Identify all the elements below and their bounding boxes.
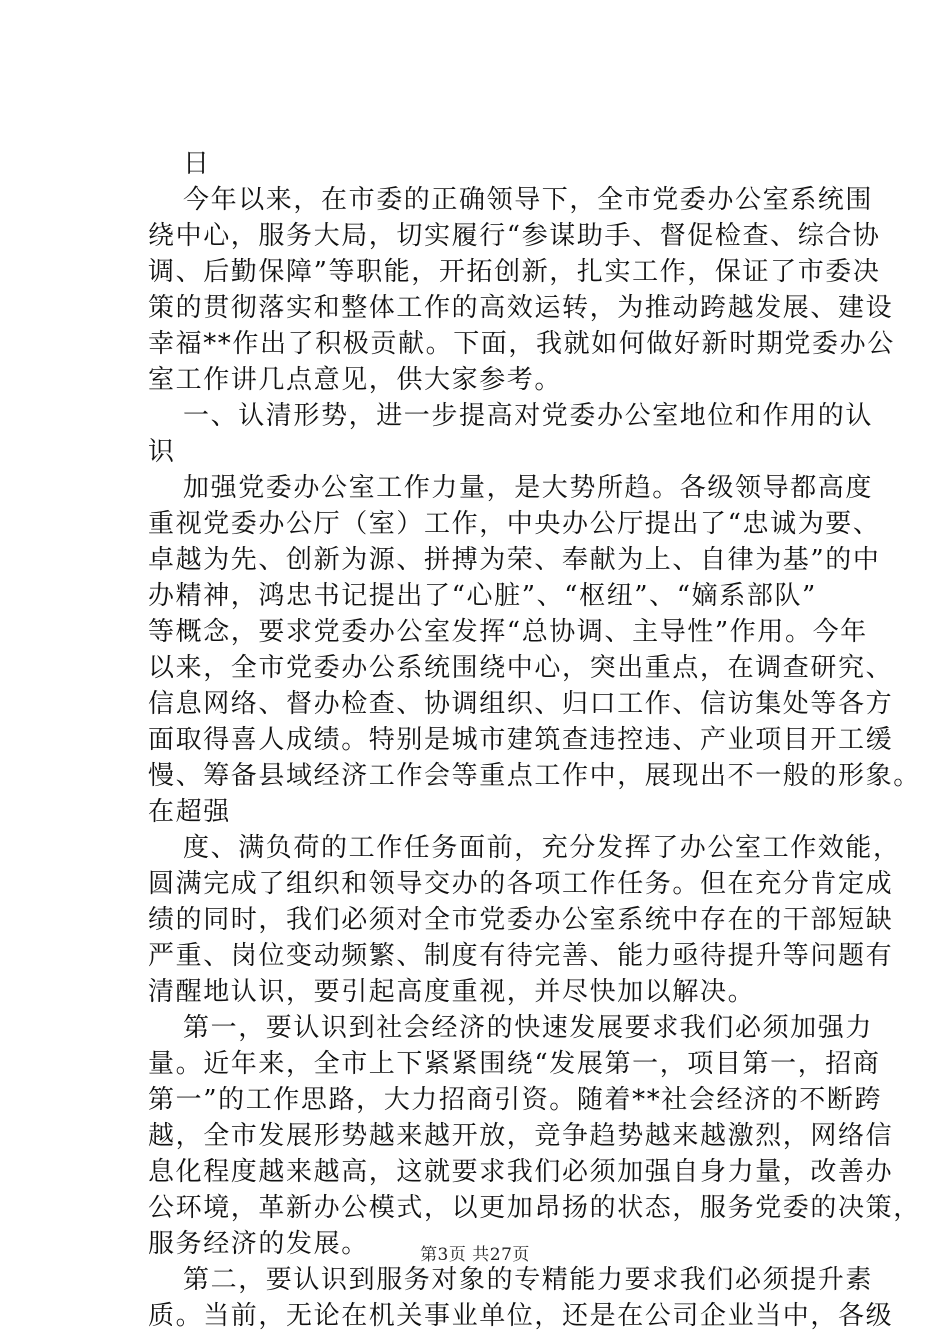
text-line: 加强党委办公室工作力量，是大势所趋。各级领导都高度: [183, 473, 874, 503]
text-line: 一、认清形势，进一步提高对党委办公室地位和作用的认: [183, 401, 874, 431]
text-line: 绩的同时，我们必须对全市党委办公室系统中存在的干部短缺: [148, 905, 894, 935]
text-line: 识: [148, 437, 176, 467]
text-line: 度、满负荷的工作任务面前，充分发挥了办公室工作效能，: [183, 833, 901, 863]
text-line: 调、后勤保障”等职能，开拓创新，扎实工作，保证了市委决: [148, 257, 881, 287]
text-line: 信息网络、督办检查、协调组织、归口工作、信访集处等各方: [148, 689, 894, 719]
text-line: 严重、岗位变动频繁、制度有待完善、能力亟待提升等问题有: [148, 941, 894, 971]
text-line: 量。近年来，全市上下紧紧围绕“发展第一，项目第一，招商: [148, 1049, 881, 1079]
text-line: 第一，要认识到社会经济的快速发展要求我们必须加强力: [183, 1013, 874, 1043]
text-line: 绕中心，服务大局，切实履行“参谋助手、督促检查、综合协: [148, 221, 881, 251]
text-line: 等概念，要求党委办公室发挥“总协调、主导性”作用。今年: [148, 617, 868, 647]
text-line: 圆满完成了组织和领导交办的各项工作任务。但在充分肯定成: [148, 869, 894, 899]
text-line: 越，全市发展形势越来越开放，竞争趋势越来越激烈，网络信: [148, 1121, 894, 1151]
page-footer: 第3页 共27页: [420, 1245, 530, 1265]
text-line: 第二，要认识到服务对象的专精能力要求我们必须提升素: [183, 1265, 874, 1295]
text-line: 策的贯彻落实和整体工作的高效运转，为推动跨越发展、建设: [148, 293, 894, 323]
text-line: 卓越为先、创新为源、拼搏为荣、奉献为上、自律为基”的中: [148, 545, 881, 575]
text-line: 今年以来，在市委的正确领导下，全市党委办公室系统围: [183, 185, 874, 215]
text-line: 重视党委办公厅（室）工作，中央办公厅提出了“忠诚为要、: [148, 509, 881, 539]
text-line: 服务经济的发展。: [148, 1229, 369, 1259]
text-line: 质。当前，无论在机关事业单位，还是在公司企业当中，各级: [148, 1301, 894, 1331]
text-line: 日: [183, 149, 211, 179]
text-line: 办精神，鸿忠书记提出了“心脏”、“枢纽”、“嫡系部队”: [148, 581, 817, 611]
document-body: [148, 146, 921, 1334]
text-line: 清醒地认识，要引起高度重视，并尽快加以解决。: [148, 977, 756, 1007]
text-line: 息化程度越来越高，这就要求我们必须加强自身力量，改善办: [148, 1157, 894, 1187]
text-line: 慢、筹备县域经济工作会等重点工作中，展现出不一般的形象。: [148, 761, 921, 791]
text-line: 以来，全市党委办公系统围绕中心，突出重点，在调查研究、: [148, 653, 894, 683]
text-line: 在超强: [148, 797, 231, 827]
text-line: 第一”的工作思路，大力招商引资。随着**社会经济的不断跨: [148, 1085, 883, 1115]
text-line: 室工作讲几点意见，供大家参考。: [148, 365, 563, 395]
text-line: 面取得喜人成绩。特别是城市建筑查违控违、产业项目开工缓: [148, 725, 894, 755]
text-line: 公环境，革新办公模式，以更加昂扬的状态，服务党委的决策，: [148, 1193, 921, 1223]
text-line: 幸福**作出了积极贡献。下面，我就如何做好新时期党委办公: [148, 329, 895, 359]
